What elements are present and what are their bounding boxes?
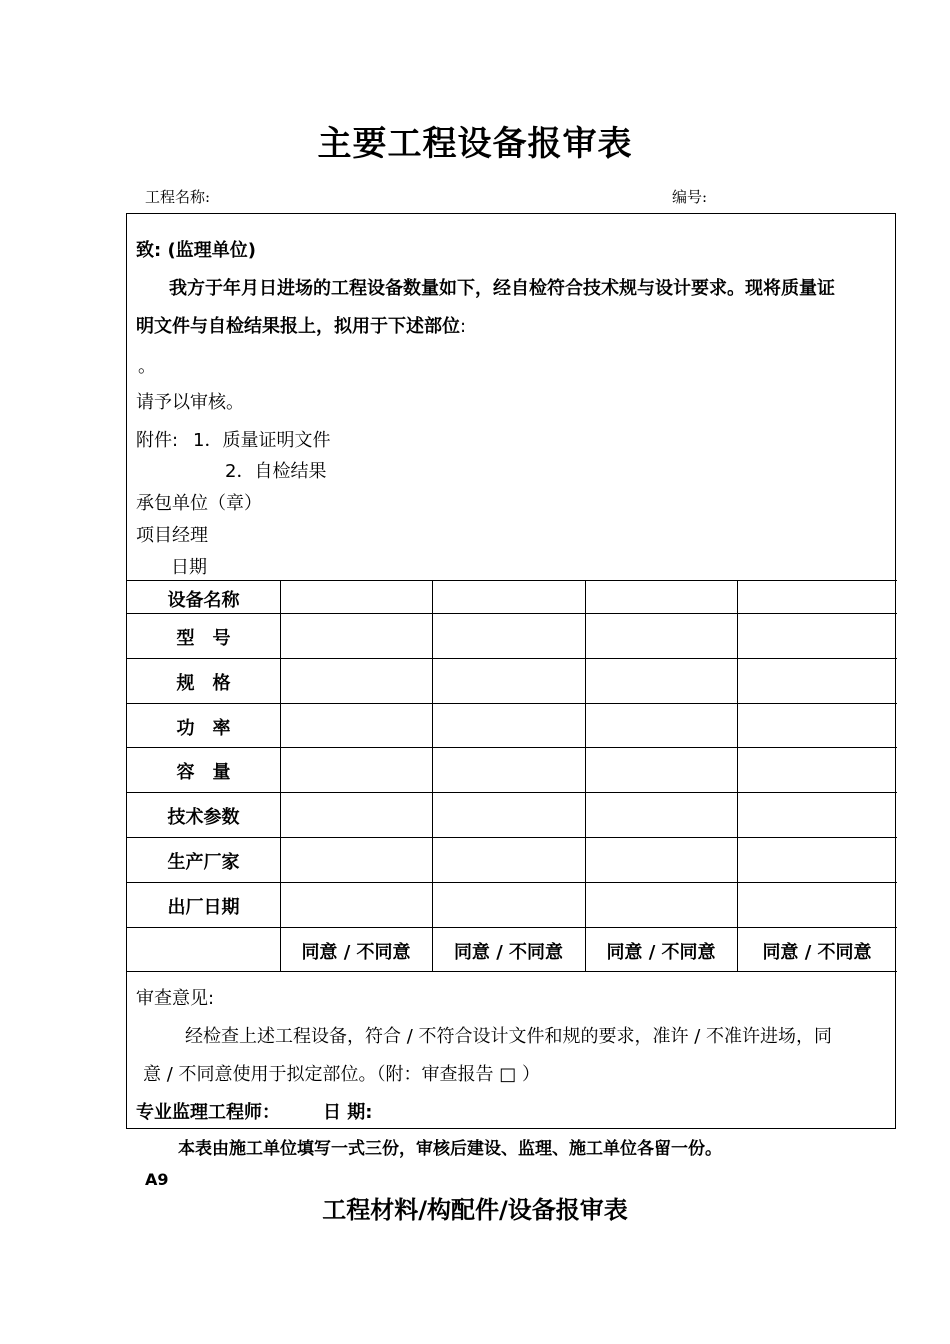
grid-line (127, 927, 897, 928)
attachment-item-1: 1．质量证明文件 (193, 430, 331, 451)
form-code: A9 (145, 1170, 169, 1189)
grid-line (127, 971, 897, 972)
grid-line (432, 580, 433, 971)
grid-line (127, 747, 897, 748)
footer-note: 本表由施工单位填写一式三份，审核后建设、监理、施工单位各留一份。 (178, 1139, 722, 1159)
supervising-engineer-label: 专业监理工程师： (136, 1102, 280, 1123)
grid-line (280, 580, 281, 971)
contractor-seal-label: 承包单位（章） (136, 493, 262, 514)
row-label-power: 功 率 (176, 718, 231, 739)
row-label-capacity: 容 量 (176, 762, 231, 783)
review-text-line-1: 经检查上述工程设备，符合 / 不符合设计文件和规的要求，准许 / 不准许进场，同 (185, 1026, 833, 1047)
row-label-factory-date: 出厂日期 (167, 897, 240, 918)
row-label-technical-params: 技术参数 (167, 807, 240, 828)
project-name-label: 工程名称: (145, 188, 211, 206)
grid-line (127, 792, 897, 793)
grid-line (127, 658, 897, 659)
report-form (126, 213, 896, 1129)
intro-line-2-colon: : (460, 316, 467, 337)
review-date-label: 日 期: (323, 1102, 373, 1123)
addressee-line: 致: (监理单位) (136, 240, 256, 261)
row-label-equipment-name: 设备名称 (167, 590, 240, 611)
agree-option-col-2[interactable]: 同意 / 不同意 (453, 942, 564, 963)
attachment-item-2: 2．自检结果 (225, 461, 327, 482)
intro-line-2 (136, 312, 466, 338)
grid-line (127, 580, 897, 581)
agree-option-col-3[interactable]: 同意 / 不同意 (606, 942, 716, 963)
review-text-line-2: 意 / 不同意使用于拟定部位。（附：审查报告 □ ） (143, 1064, 540, 1085)
row-label-specification: 规 格 (176, 673, 231, 694)
next-form-title: 工程材料/构配件/设备报审表 (322, 1196, 628, 1224)
row-label-manufacturer: 生产厂家 (167, 852, 240, 873)
number-label: 编号: (672, 188, 708, 206)
grid-line (127, 837, 897, 838)
intro-line-2-text: 明文件与自检结果报上，拟用于下述部位 (136, 316, 460, 337)
intro-line-1: 我方于年月日进场的工程设备数量如下，经自检符合技术规与设计要求。现将质量证 (169, 278, 835, 299)
grid-line (585, 580, 586, 971)
row-label-model: 型 号 (176, 628, 231, 649)
agree-option-col-1[interactable]: 同意 / 不同意 (301, 942, 411, 963)
agree-option-col-4[interactable]: 同意 / 不同意 (762, 942, 872, 963)
grid-line (127, 613, 897, 614)
project-manager-label: 项目经理 (136, 525, 208, 546)
application-date-label: 日期 (171, 557, 207, 578)
review-opinion-label: 审查意见: (136, 988, 215, 1009)
grid-line (127, 703, 897, 704)
location-period: 。 (138, 356, 156, 377)
grid-line (127, 882, 897, 883)
grid-line (737, 580, 738, 971)
attachments-label: 附件: (136, 430, 179, 451)
page-title: 主要工程设备报审表 (317, 124, 633, 164)
please-review-text: 请予以审核。 (136, 392, 244, 413)
